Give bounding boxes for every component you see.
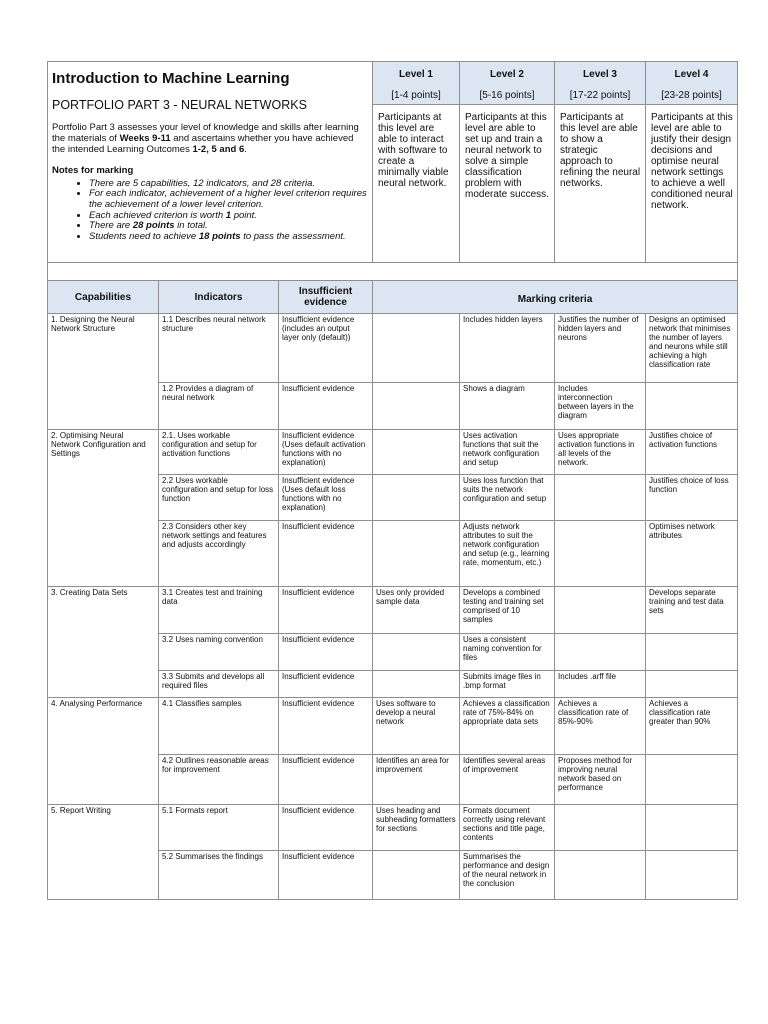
note-item: • There are 28 points in total. xyxy=(89,221,367,232)
level-4-cell xyxy=(646,755,738,805)
indicators-header: Indicators xyxy=(159,281,279,314)
table-row xyxy=(48,698,738,755)
level-points: [17-22 points] xyxy=(569,90,631,101)
level-3-cell: Includes .arff file xyxy=(555,671,646,698)
level-4-header xyxy=(646,62,738,105)
capability-cell: 1. Designing the Neural Network Structure xyxy=(48,314,159,430)
insufficient-cell: Insufficient evidence xyxy=(279,851,373,900)
level-3-cell: Includes interconnection between layers in the diagram xyxy=(555,383,646,430)
page-title: Introduction to Machine Learning xyxy=(52,70,290,87)
level-2-cell: Submits image files in .bmp format xyxy=(460,671,555,698)
capabilities-header: Capabilities xyxy=(48,281,159,314)
insufficient-cell: Insufficient evidence (Uses default loss functions with no explanation) xyxy=(279,475,373,521)
marking-criteria-header: Marking criteria xyxy=(373,281,738,314)
level-2-cell: Summarises the performance and design of the neural network in the conclusion xyxy=(460,851,555,900)
level-1-cell: Identifies an area for improvement xyxy=(373,755,460,805)
level-2-cell: Uses a consistent naming convention for files xyxy=(460,634,555,671)
level-4-cell: Achieves a classification rate greater than 90% xyxy=(646,698,738,755)
level-name: Level 4 xyxy=(674,69,709,80)
indicator-cell: 5.1 Formats report xyxy=(159,805,279,851)
insufficient-cell: Insufficient evidence xyxy=(279,383,373,430)
insufficient-cell: Insufficient evidence xyxy=(279,634,373,671)
insufficient-cell: Insufficient evidence xyxy=(279,698,373,755)
rubric-header-row xyxy=(48,281,738,314)
indicator-cell: 1.1 Describes neural network structure xyxy=(159,314,279,383)
level-4-cell: Justifies choice of loss function xyxy=(646,475,738,521)
notes-heading: Notes for marking xyxy=(52,164,134,176)
level-2-cell: Develops a combined testing and training set comprised of 10 samples xyxy=(460,587,555,634)
level-1-cell xyxy=(373,634,460,671)
indicator-cell: 4.2 Outlines reasonable areas for improvement xyxy=(159,755,279,805)
level-3-cell xyxy=(555,521,646,587)
indicator-cell: 3.3 Submits and develops all required files xyxy=(159,671,279,698)
level-4-cell: Justifies choice of activation functions xyxy=(646,430,738,475)
level-2-cell: Uses loss function that suits the network configuration and setup xyxy=(460,475,555,521)
portfolio-subtitle: PORTFOLIO PART 3 - NEURAL NETWORKS xyxy=(52,98,307,112)
level-4-cell xyxy=(646,383,738,430)
level-4-cell: Designs an optimised network that minimises the number of layers and neurons while still achieving a high classification rate xyxy=(646,314,738,383)
level-3-cell xyxy=(555,475,646,521)
level-4-cell xyxy=(646,805,738,851)
level-1-cell: Uses software to develop a neural network xyxy=(373,698,460,755)
indicator-cell: 2.1. Uses workable configuration and setup for activation functions xyxy=(159,430,279,475)
level-1-cell xyxy=(373,671,460,698)
level-2-description: Participants at this level are able to set up and train a neural network to solve a simple classification problem with moderate success. xyxy=(460,105,555,263)
level-3-cell xyxy=(555,587,646,634)
level-4-cell: Optimises network attributes xyxy=(646,521,738,587)
notes-list xyxy=(52,179,367,243)
level-3-cell xyxy=(555,851,646,900)
indicator-cell: 2.3 Considers other key network settings and features and adjusts accordingly xyxy=(159,521,279,587)
level-name: Level 1 xyxy=(399,69,433,80)
level-4-cell xyxy=(646,634,738,671)
level-1-cell: Uses only provided sample data xyxy=(373,587,460,634)
level-3-cell: Uses appropriate activation functions in all levels of the network. xyxy=(555,430,646,475)
level-2-header xyxy=(460,62,555,105)
level-2-cell: Identifies several areas of improvement xyxy=(460,755,555,805)
insufficient-cell: Insufficient evidence xyxy=(279,755,373,805)
indicator-cell: 1.2 Provides a diagram of neural network xyxy=(159,383,279,430)
level-3-cell xyxy=(555,805,646,851)
insufficient-cell: Insufficient evidence xyxy=(279,587,373,634)
rubric-table xyxy=(47,280,738,900)
level-2-cell: Includes hidden layers xyxy=(460,314,555,383)
level-name: Level 3 xyxy=(583,69,617,80)
table-row xyxy=(48,314,738,383)
insufficient-cell: Insufficient evidence (includes an output layer only (default)) xyxy=(279,314,373,383)
indicator-cell: 2.2 Uses workable configuration and setup for loss function xyxy=(159,475,279,521)
level-1-cell xyxy=(373,430,460,475)
level-3-cell: Proposes method for improving neural network based on performance xyxy=(555,755,646,805)
insufficient-cell: Insufficient evidence (Uses default activation functions with no explanation) xyxy=(279,430,373,475)
level-points: [1-4 points] xyxy=(391,90,441,101)
level-name: Level 2 xyxy=(490,69,524,80)
note-item: • Students need to achieve 18 points to pass the assessment. xyxy=(89,232,367,243)
level-1-cell xyxy=(373,521,460,587)
level-1-cell xyxy=(373,475,460,521)
level-2-cell: Adjusts network attributes to suit the network configuration and setup (e.g., learning rate, momentum, etc.) xyxy=(460,521,555,587)
level-1-cell xyxy=(373,383,460,430)
table-row xyxy=(48,805,738,851)
level-1-description: Participants at this level are able to interact with software to create a minimally viable neural network. xyxy=(373,105,460,263)
insufficient-cell: Insufficient evidence xyxy=(279,671,373,698)
level-3-cell: Achieves a classification rate of 85%-90% xyxy=(555,698,646,755)
level-4-description: Participants at this level are able to justify their design decisions and optimise neural network settings to achieve a well conditioned neural network. xyxy=(646,105,738,263)
level-4-cell xyxy=(646,671,738,698)
capability-cell: 4. Analysing Performance xyxy=(48,698,159,805)
level-4-cell xyxy=(646,851,738,900)
level-1-header xyxy=(373,62,460,105)
indicator-cell: 4.1 Classifies samples xyxy=(159,698,279,755)
note-item: • There are 5 capabilities, 12 indicators, and 28 criteria. xyxy=(89,179,367,190)
capability-cell: 5. Report Writing xyxy=(48,805,159,900)
note-item: • Each achieved criterion is worth 1 point. xyxy=(89,211,367,222)
level-2-cell: Achieves a classification rate of 75%-84% on appropriate data sets xyxy=(460,698,555,755)
intro-table xyxy=(47,61,738,281)
capability-cell: 2. Optimising Neural Network Configuration and Settings xyxy=(48,430,159,587)
level-2-cell: Shows a diagram xyxy=(460,383,555,430)
level-1-cell xyxy=(373,314,460,383)
level-points: [23-28 points] xyxy=(661,90,722,101)
indicator-cell: 3.1 Creates test and training data xyxy=(159,587,279,634)
indicator-cell: 5.2 Summarises the findings xyxy=(159,851,279,900)
capability-cell: 3. Creating Data Sets xyxy=(48,587,159,698)
level-1-cell xyxy=(373,851,460,900)
level-4-cell: Develops separate training and test data sets xyxy=(646,587,738,634)
level-3-cell: Justifies the number of hidden layers and neurons xyxy=(555,314,646,383)
level-2-cell: Formats document correctly using relevant sections and title page, contents xyxy=(460,805,555,851)
note-item: • For each indicator, achievement of a higher level criterion requires the achievement of a lower level criterion. xyxy=(89,189,367,210)
insufficient-cell: Insufficient evidence xyxy=(279,521,373,587)
level-3-description: Participants at this level are able to show a strategic approach to refining the neural networks. xyxy=(555,105,646,263)
intro-cell xyxy=(48,62,373,263)
level-3-header xyxy=(555,62,646,105)
level-points: [5-16 points] xyxy=(479,90,535,101)
spacer-row xyxy=(48,263,738,281)
table-row xyxy=(48,587,738,634)
insufficient-cell: Insufficient evidence xyxy=(279,805,373,851)
intro-paragraph: Portfolio Part 3 assesses your level of knowledge and skills after learning the materials of Weeks 9-11 and ascertains whether you have achieved the intended Learning Outcomes 1-2, 5 and 6. xyxy=(52,122,359,156)
insufficient-header: Insufficient evidence xyxy=(279,281,373,314)
level-3-cell xyxy=(555,634,646,671)
level-2-cell: Uses activation functions that suit the network configuration and setup xyxy=(460,430,555,475)
table-row xyxy=(48,430,738,475)
level-1-cell: Uses heading and subheading formatters for sections xyxy=(373,805,460,851)
indicator-cell: 3.2 Uses naming convention xyxy=(159,634,279,671)
